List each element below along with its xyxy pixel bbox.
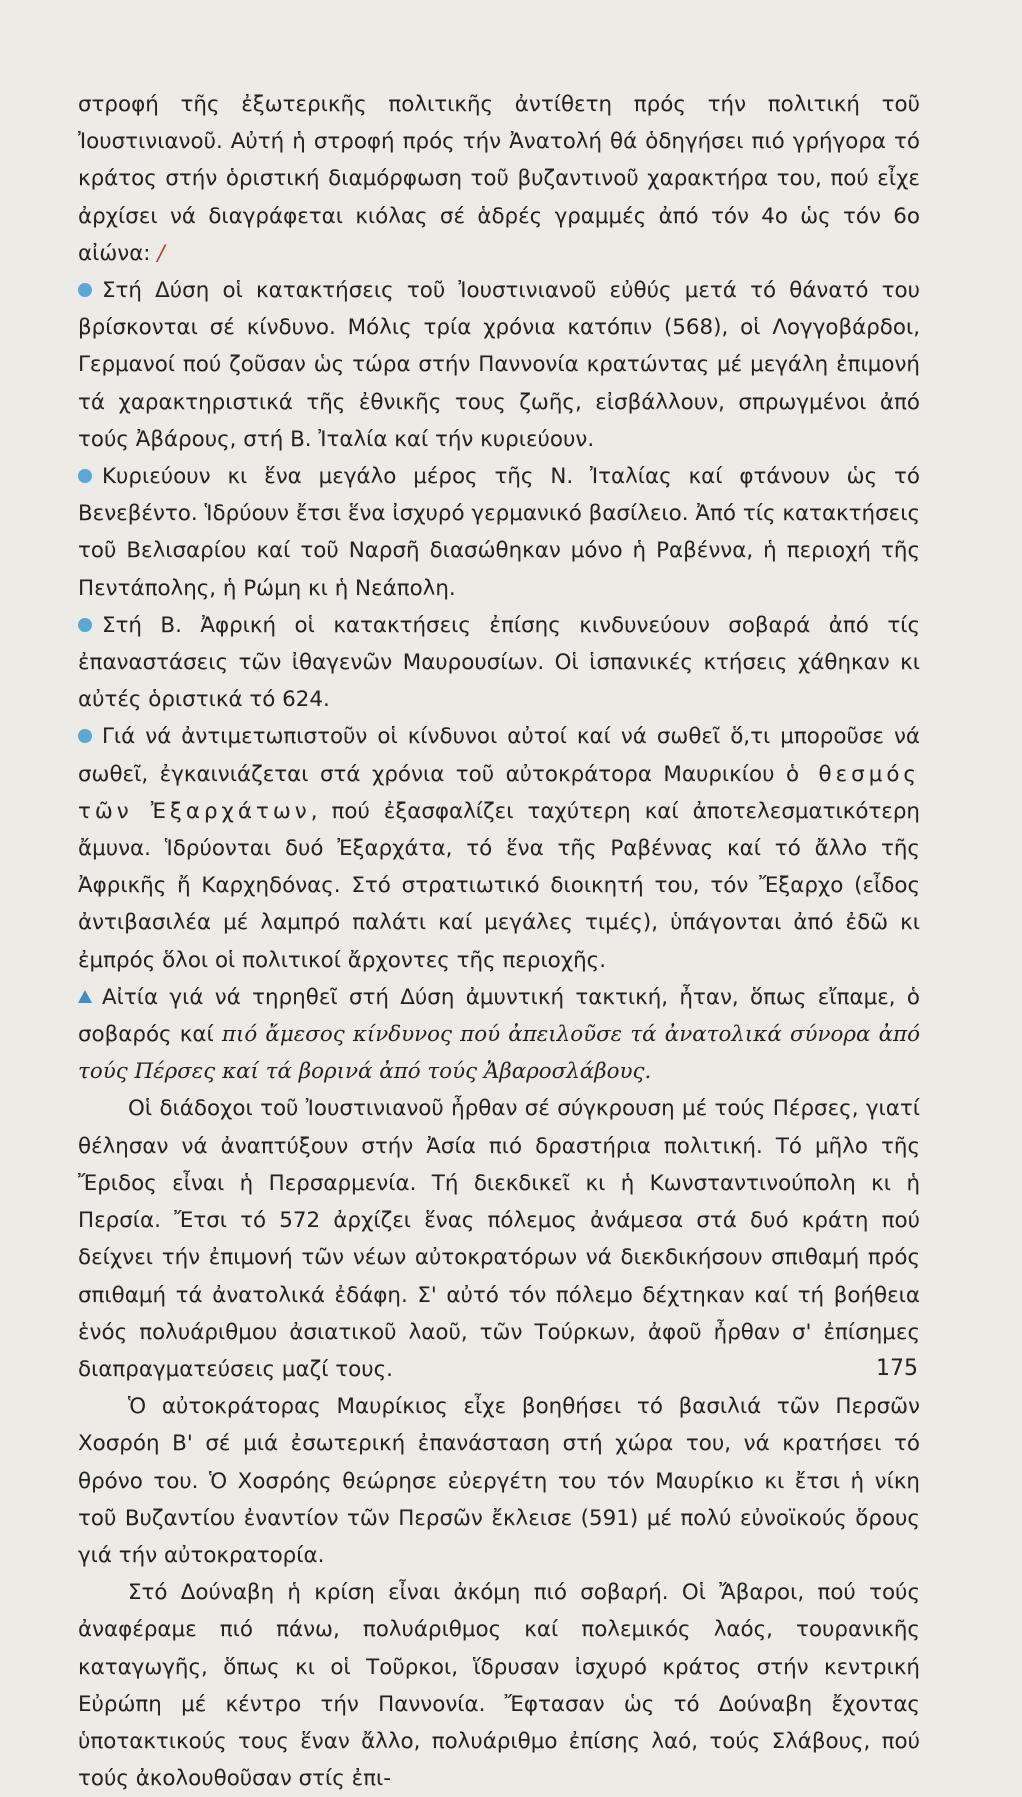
page-number: 175 xyxy=(876,1356,918,1381)
triangle-paragraph-cause: Αἰτία γιά νά τηρηθεῖ στή Δύση ἀμυντική τακτική, ἦταν, ὅπως εἴπαμε, ὁ σοβαρός καί πιό ἄμεσος κίνδυνος πού ἀπειλοῦσε τά ἀνατολικά σύνορα ἀπό τούς Πέρσες καί τά βορινά ἀπό τούς Ἀβαροσλάβους. xyxy=(78,984,920,1085)
pencil-mark: / xyxy=(157,240,165,266)
bullet-dot-icon xyxy=(78,469,92,483)
bullet-paragraph-exarchates: Γιά νά ἀντιμετωπιστοῦν οἱ κίνδυνοι αὐτοί καί νά σωθεῖ ὅ,τι μποροῦσε νά σωθεῖ, ἐγκαινιάζεται στά χρόνια τοῦ αὐτοκράτορα Μαυρικίου ὁ θεσμός τῶν Ἐξαρχάτων, πού ἐξασφαλίζει ταχύτερη καί ἀποτελεσματικότερη ἄμυνα. Ἱδρύονται δυό Ἐξαρχάτα, τό ἕνα τῆς Ραβέννας καί τό ἄλλο τῆς Ἀφρικῆς ἤ Καρχηδόνας. Στό στρατιωτικό διοικητή του, τόν Ἔξαρχο (εἶδος ἀντιβασιλέα μέ λαμπρό παλάτι καί μεγάλες τιμές), ὑπάγονται ἀπό ἐδῶ κι ἐμπρός ὅλοι οἱ πολιτικοί ἄρχοντες τῆς περιοχῆς. xyxy=(78,724,920,973)
bullet-paragraph-africa: Στή Β. Ἀφρική οἱ κατακτήσεις ἐπίσης κινδυνεύουν σοβαρά ἀπό τίς ἐπαναστάσεις τῶν ἰθαγενῶν Μαυρουσίων. Οἱ ἱσπανικές κτήσεις χάθηκαν κι αὐτές ὁριστικά τό 624. xyxy=(78,612,920,713)
italic-phrase: πιό ἄμεσος κίνδυνος πού ἀπειλοῦσε τά ἀνατολικά σύνορα ἀπό τούς Πέρσες καί τά βορινά ἀπό τούς Ἀβαροσλάβους. xyxy=(78,1022,920,1085)
paragraph-intro: στροφή τῆς ἐξωτερικῆς πολιτικῆς ἀντίθετη πρός τήν πολιτική τοῦ Ἰουστινιανοῦ. Αὐτή ἡ στροφή πρός τήν Ἀνατολή θά ὁδηγήσει πιό γρήγορα τό κράτος στήν ὁριστική διαμόρφωση τοῦ βυζαντινοῦ χαρακτήρα του, πού εἶχε ἀρχίσει νά διαγράφεται κιόλας σέ ἁδρές γραμμές ἀπό τόν 4ο ὡς τόν 6ο αἰώνα: / xyxy=(78,92,920,266)
triangle-marker-icon xyxy=(78,990,92,1003)
bullet-paragraph-west: Στή Δύση οἱ κατακτήσεις τοῦ Ἰουστινιανοῦ εὐθύς μετά τό θάνατό του βρίσκονται σέ κίνδυνο. Μόλις τρία χρόνια κατόπιν (568), οἱ Λογγοβάρδοι, Γερμανοί πού ζοῦσαν ὡς τώρα στήν Παννονία κρατώντας μέ μεγάλη ἐπιμονή τά χαρακτηριστικά τῆς ἐθνικῆς τους ζωῆς, εἰσβάλλουν, σπρωγμένοι ἀπό τούς Ἀβάρους, στή Β. Ἰταλία καί τήν κυριεύουν. xyxy=(78,278,920,452)
emphasized-term: ὁ θεσμός τῶν Ἐξαρχάτων xyxy=(78,761,920,824)
paragraph-maurice: Ὁ αὐτοκράτορας Μαυρίκιος εἶχε βοηθήσει τό βασιλιά τῶν Περσῶν Χοσρόη Β' σέ μιά ἐσωτερική ἐπανάσταση στή χώρα του, νά κρατήσει τό θρόνο του. Ὁ Χοσρόης θεώρησε εὐεργέτη του τόν Μαυρίκιο κι ἔτσι ἡ νίκη τοῦ Βυζαντίου ἐναντίον τῶν Περσῶν ἔκλεισε (591) μέ πολύ εὐνοϊκούς ὅρους γιά τήν αὐτοκρατορία. xyxy=(78,1394,920,1568)
paragraph-persians: Οἱ διάδοχοι τοῦ Ἰουστινιανοῦ ἦρθαν σέ σύγκρουση μέ τούς Πέρσες, γιατί θέλησαν νά ἀναπτύξουν στήν Ἀσία πιό δραστήρια πολιτική. Τό μῆλο τῆς Ἔριδος εἶναι ἡ Περσαρμενία. Τή διεκδικεῖ κι ἡ Κωνσταντινούπολη κι ἡ Περσία. Ἔτσι τό 572 ἀρχίζει ἕνας πόλεμος ἀνάμεσα στά δυό κράτη πού δείχνει τήν ἐπιμονή τῶν νέων αὐτοκρατόρων νά διεκδικήσουν σπιθαμή πρός σπιθαμή τά ἀνατολικά ἐδάφη. Σ' αὐτό τόν πόλεμο δέχτηκαν καί τή βοήθεια ἑνός πολυάριθμου ἀσιατικοῦ λαοῦ, τῶν Τούρκων, ἀφοῦ ἦρθαν σ' ἐπίσημες διαπραγματεύσεις μαζί τους. xyxy=(78,1096,920,1382)
page-body xyxy=(78,86,920,1797)
bullet-dot-icon xyxy=(78,729,92,743)
paragraph-danube: Στό Δούναβη ἡ κρίση εἶναι ἀκόμη πιό σοβαρή. Οἱ Ἄβαροι, πού τούς ἀναφέραμε πιό πάνω, πολυάριθμος καί πολεμικός λαός, τουρανικῆς καταγωγῆς, ὅπως κι οἱ Τοῦρκοι, ἵδρυσαν ἰσχυρό κράτος στήν κεντρική Εὐρώπη μέ κέντρο τήν Παννονία. Ἔφτασαν ὡς τό Δούναβη ἔχοντας ὑποτακτικούς τους ἕναν ἄλλο, πολυάριθμο ἐπίσης λαό, τούς Σλάβους, πού τούς ἀκολουθοῦσαν στίς ἐπι- xyxy=(78,1580,920,1792)
bullet-dot-icon xyxy=(78,618,92,632)
bullet-dot-icon xyxy=(78,283,92,297)
bullet-paragraph-south-italy: Κυριεύουν κι ἕνα μεγάλο μέρος τῆς Ν. Ἰταλίας καί φτάνουν ὡς τό Βενεβέντο. Ἱδρύουν ἔτσι ἕνα ἰσχυρό γερμανικό βασίλειο. Ἀπό τίς κατακτήσεις τοῦ Βελισαρίου καί τοῦ Ναρσῆ διασώθηκαν μόνο ἡ Ραβέννα, ἡ περιοχή τῆς Πεντάπολης, ἡ Ρώμη κι ἡ Νεάπολη. xyxy=(78,464,920,601)
